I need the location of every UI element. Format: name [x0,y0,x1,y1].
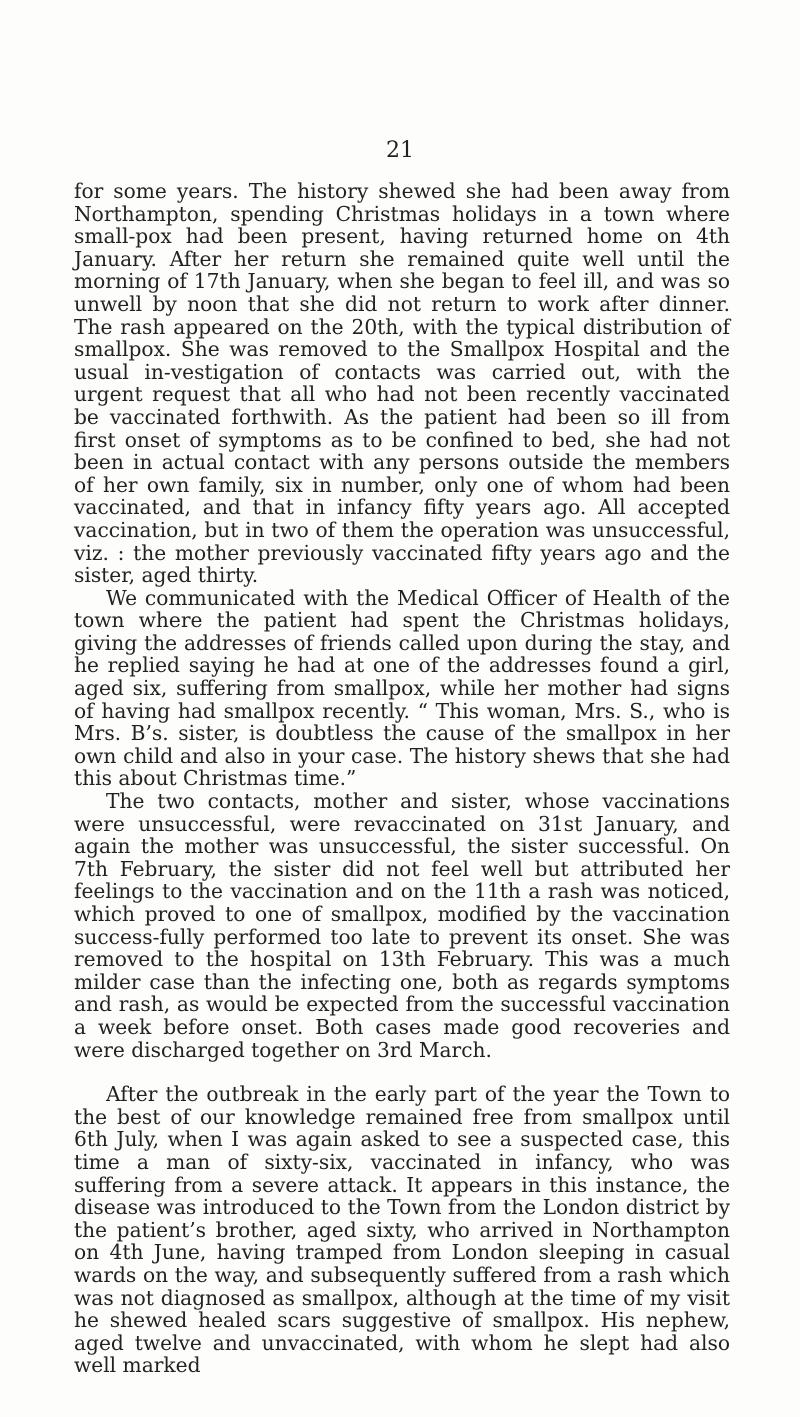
paragraph-july-outbreak: After the outbreak in the early part of the year the Town to the best of our knowledge remained free from smallpox until 6th July, when I was again asked to see a suspected case, this time a man of sixty-six, vaccinated in infancy, who was suffering from a severe attack. It appears in this instance, the disease was introduced to the Town from the London district by the patient’s brother, aged sixty, who arrived in Northampton on 4th June, having tramped from London sleeping in casual wards on the way, and subsequently suffered from a rash which was not diagnosed as smallpox, although at the time of my visit he shewed healed scars suggestive of smallpox. His nephew, aged twelve and unvaccinated, with whom he slept had also well marked [74,1082,730,1378]
body-text [74,180,730,1377]
page-number: 21 [386,138,414,163]
paragraph-case-history: for some years. The history shewed she had been away from Northampton, spending Christmas holidays in a town where small-pox had been present, having returned home on 4th January. After her return she remained quite well until the morning of 17th January, when she began to feel ill, and was so unwell by noon that she did not return to work after dinner. The rash appeared on the 20th, with the typical distribution of smallpox. She was removed to the Smallpox Hospital and the usual in-vestigation of contacts was carried out, with the urgent request that all who had not been recently vaccinated be vaccinated forthwith. As the patient had been so ill from first onset of symptoms as to be confined to bed, she had not been in actual contact with any persons outside the members of her own family, six in number, only one of whom had been vaccinated, and that in infancy fifty years ago. All accepted vaccination, but in two of them the operation was unsuccessful, viz. : the mother previously vaccinated fifty years ago and the sister, aged thirty. [74,179,730,588]
paragraph-medical-officer-reply: We communicated with the Medical Officer of Health of the town where the patient had spent the Christmas holidays, giving the addresses of friends called upon during the stay, and he replied saying he had at one of the addresses found a girl, aged six, suffering from smallpox, while her mother had signs of having had smallpox recently. “ This woman, Mrs. S., who is Mrs. B’s. sister, is doubtless the cause of the smallpox in her own child and also in your case. The history shews that she had this about Christmas time.” [74,585,730,791]
paragraph-revaccination: The two contacts, mother and sister, whose vaccinations were unsuccessful, were revaccinated on 31st January, and again the mother was unsuccessful, the sister successful. On 7th February, the sister did not feel well but attributed her feelings to the vaccination and on the 11th a rash was noticed, which proved to one of smallpox, modified by the vaccination success-fully performed too late to prevent its onset. She was removed to the hospital on 13th February. This was a much milder case than the infecting one, both as regards symptoms and rash, as would be expected from the successful vaccination a week before onset. Both cases made good recoveries and were discharged together on 3rd March. [74,789,730,1062]
